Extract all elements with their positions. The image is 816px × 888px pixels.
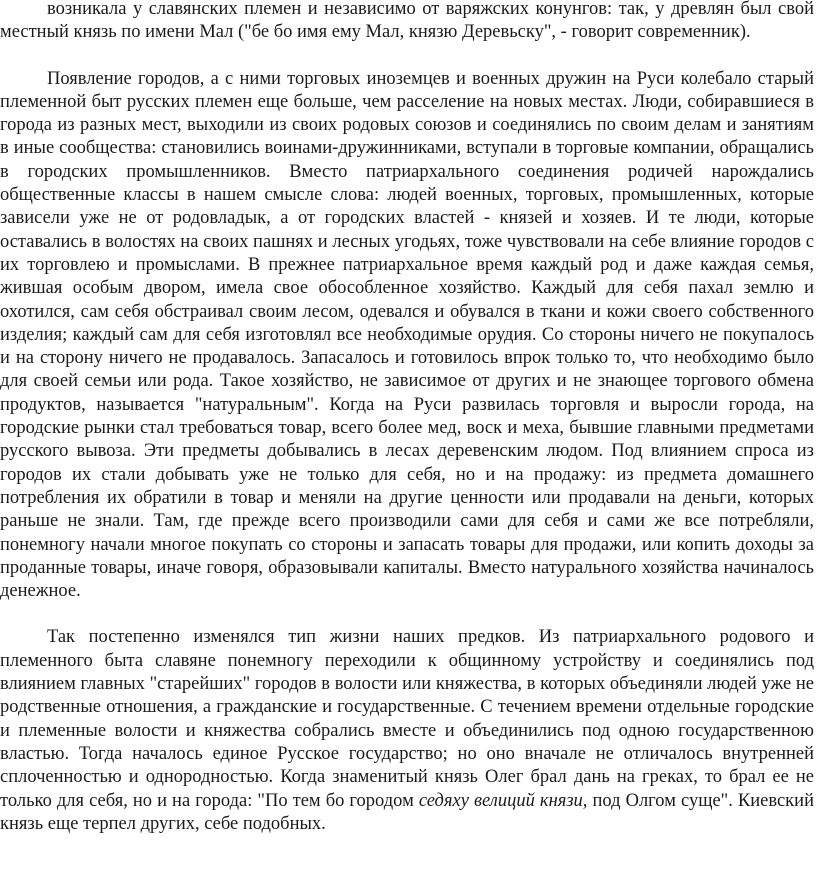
paragraph-gap [0,603,814,626]
paragraph-drevlyane: возникала у славянских племен и независимо от варяжских конунгов: так, у древлян был свой местный князь по имени Мал ("бе бо имя ему Мал, князю Деревьску", - говорит современник). [0,0,814,43]
paragraph-text-start: Так постепенно изменялся тип жизни наших предков. Из патриархального родового и племенного быта славяне понемногу переходили к общинному устройству и соединялись под влиянием главных "старейших" городов в волости или княжества, в которых объединяли людей уже не родственные отношения, а гражданские и государственные. С течением времени отдельные городские и племенные волости и княжества собрались вместе и объединились под одною государственною властью. Тогда началось единое Русское государство; но оно вначале не отличалось внутренней сплоченностью и однородностью. Когда знаменитый князь Олег брал дань на греках, то брал ее не только для себя, но и на города: "По тем бо городом [0,627,814,811]
paragraph-gap [0,45,814,68]
paragraph-cities-economy: Появление городов, а с ними торговых иноземцев и военных дружин на Руси колебало старый племенной быт русских племен еще больше, чем расселение на новых местах. Люди, собиравшиеся в города из разных мест, выходили из своих родовых союзов и соединялись по своим делам и занятиям в иные сообщества: становились воинами-дружинниками, вступали в торговые компании, обращались в городских промышленников. Вместо патриархального соединения родичей нарождались общественные классы в нашем смысле слова: людей военных, торговых, промышленных, которые зависели уже не от родовладык, а от городских властей - князей и хозяев. И те люди, которые оставались в волостях на своих пашнях и лесных угодьях, тоже чувствовали на себе влияние городов с их торговлею и промыслами. В прежнее патриархальное время каждый род и даже каждая семья, жившая особым двором, имела свое обособленное хозяйство. Каждый для себя пахал землю и охотился, сам себя обстраивал своим лесом, одевался и обувался в ткани и кожи своего собственного изделия; каждый сам для себя изготовлял все необходимые орудия. Со стороны ничего не покупалось и на сторону ничего не продавалось. Запасалось и готовилось впрок только то, что необходимо было для своей семьи или рода. Такое хозяйство, не зависимое от других и не знающее торгового обмена продуктов, называется "натуральным". Когда на Руси развилась торговля и выросли города, на городские рынки стал требоваться товар, всего более мед, воск и меха, бывшие главными предметами русского вывоза. Эти предметы добывались в лесах деревенским людом. Под влиянием спроса из городов их стали добывать уже не только для себя, но и на продажу: из предмета домашнего потребления их обратили в товар и меняли на другие ценности или продавали на деньги, которых раньше не знали. Там, где прежде всего производили сами для себя и сами же все потребляли, понемногу начали многое покупать со стороны и запасать товары для продажи, или копить доходы за проданные товары, иначе говоря, образовывали капиталы. Вместо натурального хозяйства начиналось денежное. [0,68,814,602]
italic-quote: седяху велиций князи, [418,790,588,811]
paragraph-text-end: под Олгом суще". Киевский князь еще терпел других, себе подобных. [0,790,814,834]
paragraph-state-formation [0,626,814,836]
